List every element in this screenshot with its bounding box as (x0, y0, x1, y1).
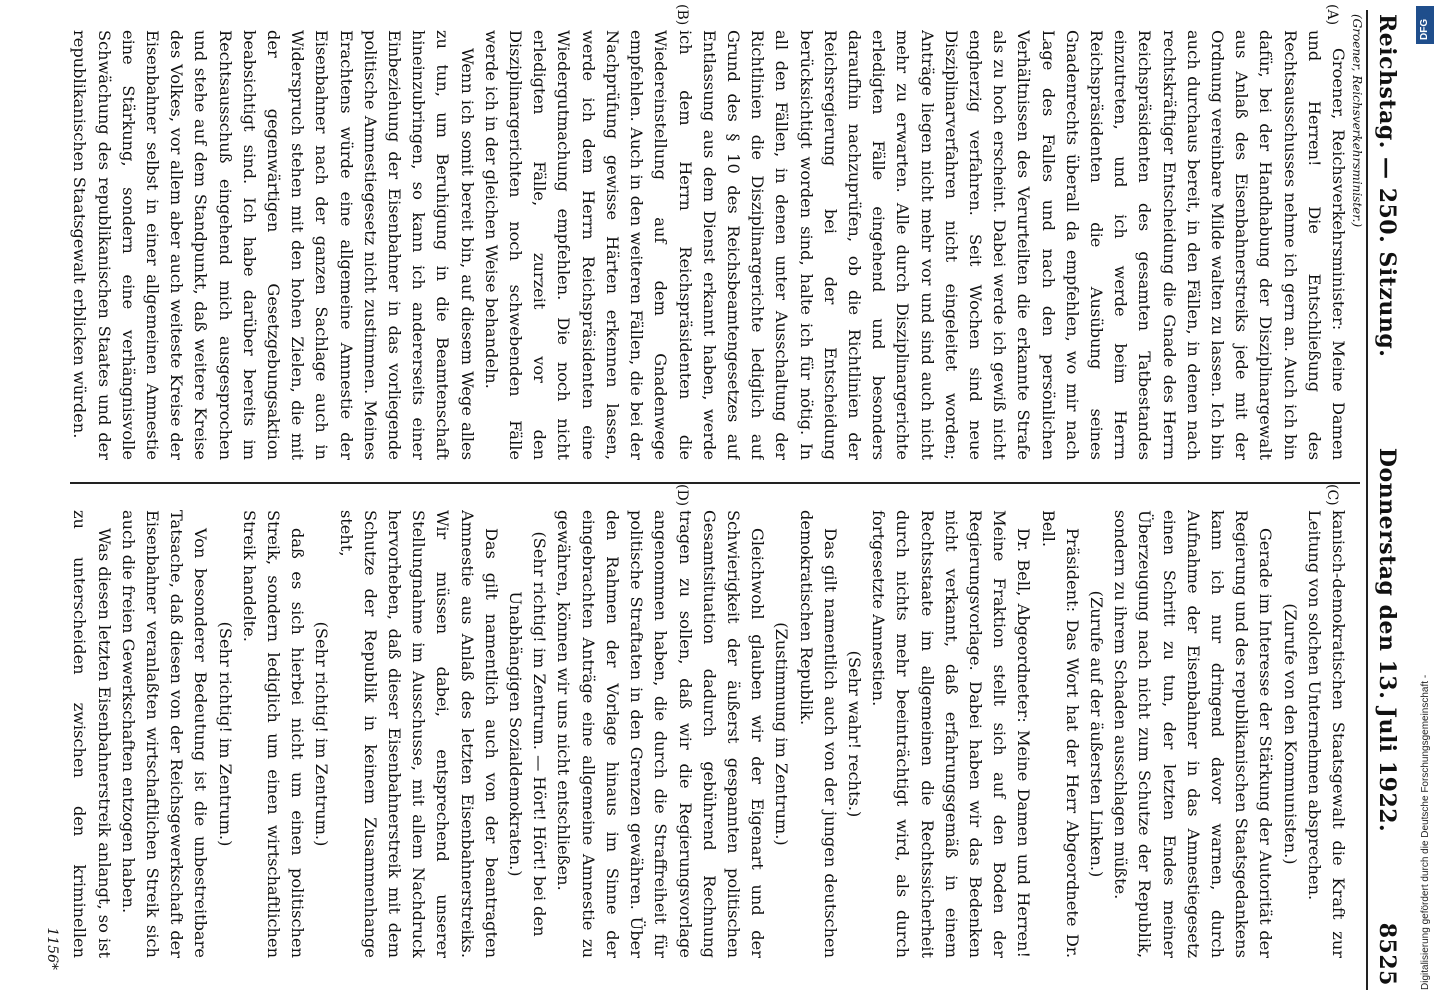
paragraph: Von besonderer Bedeutung ist die unbestreitbare Tatsache, daß diesen von der Reichsgewerkschaft der Eisenbahner veranlaßten wirtschaftlichen Streik sich auch die freien Gewerkschaften entzogen haben. (118, 510, 211, 958)
paragraph: daß es sich hierbei nicht um einen politischen Streik, sondern lediglich um einen wirtschaftlichen Streik handelte. (239, 510, 308, 958)
paragraph: Das gilt namentlich auch von der beantragten Amnestie aus Anlaß des letzten Eisenbahnerstreiks. Wir müssen dabei, entsprechend unserer Stellungnahme im Ausschusse, mit allem Nachdruck hervorheben, daß dieser Eisenbahnerstreik mit dem Schutze der Republik in keinem Zusammenhange steht, (336, 510, 501, 958)
interjection: (Sehr richtig! im Zentrum. — Hört! Hört! bei den Unabhängigen Sozialdemokraten.) (506, 531, 550, 937)
paragraph: Dr. Bell, Abgeordneter: Meine Damen und Herren! Meine Fraktion stellt sich auf den Boden der Regierungsvorlage. Dabei haben wir das Bedenken nicht verkannt, daß erfahrungsgemäß in einem Rechtsstaate im allgemeinen die Rechtssicherheit durch nichts mehr beeinträchtigt wird, als durch fortgesetzte Amnestien. (869, 510, 1034, 958)
paragraph: Gerade im Interesse der Stärkung der Autorität der Regierung und des republikanischen Staatsgedankens kann ich nur dringend davor warnen, durch Aufnahme der Eisenbahner in das Amnestiegesetz einen Schritt zu tun, der letzten Endes meiner Überzeugung nach nicht zum Schutze der Republik, sondern zu ihrem Schaden ausschlagen müßte. (1111, 510, 1276, 958)
interjection: (Sehr wahr! rechts.) (844, 650, 864, 818)
paragraph: Gleichwohl glauben wir der Eigenart und der Schwierigkeit der äußerst gespannten politischen Gesamtsituation dadurch gebührend Rechnung tragen zu sollen, daß wir die Regierungsvorlage angenommen haben, die durch die Straffreiheit für politische Straftaten in den Grenzen gewähren. Über den Rahmen der Vorlage hinaus im Sinne der eingebrachten Anträge eine allgemeine Amnestie zu gewähren, können wir uns nicht entschließen. (554, 510, 768, 958)
margin-mark-d: (D) (674, 484, 690, 507)
right-column (64, 510, 1350, 958)
page-number: 8525 (1374, 922, 1400, 986)
interjection: (Zustimmung im Zentrum.) (772, 622, 792, 846)
newspaper-page (40, 0, 1410, 1000)
header-rule (1366, 10, 1368, 990)
digitization-credit: Digitalisierung gefördert durch die Deutsche Forschungsgemeinschaft - (1420, 674, 1431, 990)
header-center: Donnerstag den 13. Juli 1922. (1374, 447, 1400, 833)
paragraph: Wenn ich somit bereit bin, auf diesem Wege alles zu tun, um Beruhigung in die Beamtenschaft hineinzubringen, so kann ich andererseits einer Einbeziehung der Eisenbahner in das vorliegende politische Amnestiegesetz nicht zustimmen. Meines Erachtens würde eine allgemeine Amnestie der Eisenbahner nach der ganzen Sachlage auch in Widerspruch stehen mit den hohen Zielen, die mit der gegenwärtigen Gesetzgebungsaktion beabsichtigt sind. Ich habe darüber bereits im Rechtsausschuß eingehend mich ausgesprochen und stehe auf dem Standpunkt, daß weitere Kreise des Volkes, vor allem aber auch weiteste Kreise der Eisenbahner selbst in einer allgemeinen Amnestie eine Stärkung, sondern eine verhängnisvolle Schwächung des republikanischen Staates und der republikanischen Staatsgewalt erblicken würden. (70, 30, 477, 460)
page-header (1370, 14, 1404, 986)
left-column (64, 30, 1350, 460)
interjection: (Sehr richtig! im Zentrum.) (215, 621, 235, 847)
interjection: (Zurufe von den Kommunisten.) (1280, 603, 1300, 865)
interjection: (Zurufe auf der äußersten Linken.) (1086, 590, 1106, 878)
dfg-logo-text: DFG (1419, 18, 1430, 40)
margin-mark-a: (A) (1324, 4, 1340, 26)
margin-mark-b: (B) (674, 4, 690, 26)
paragraph: Was diesen letzten Eisenbahnerstreik anlangt, so ist zu unterscheiden zwischen den kriminellen (70, 510, 114, 958)
margin-mark-c: (C) (1324, 484, 1340, 506)
paragraph: Das gilt namentlich auch von der jungen deutschen demokratischen Republik. (796, 510, 840, 958)
paragraph: kanisch-demokratischen Staatsgewalt die Kraft zur Leitung von solchen Unternehmen absprechen. (1304, 510, 1348, 958)
page-footer: 1156* (44, 927, 60, 970)
paragraph: Präsident: Das Wort hat der Herr Abgeordnete Dr. Bell. (1038, 510, 1082, 958)
interjection: (Sehr richtig! im Zentrum.) (312, 621, 332, 847)
header-left: Reichstag. — 250. Sitzung. (1374, 14, 1400, 358)
digitization-credit-bar (1418, 0, 1434, 1000)
running-head: (Groener, Reichsverkehrsminister.) (1350, 14, 1364, 228)
column-divider (70, 482, 1360, 484)
paragraph: Groener, Reichsverkehrsminister: Meine Damen und Herren! Die Entschließung des Rechtsausschusses nehme ich gern an. Auch ich bin dafür, bei der Handhabung der Disziplinargewalt aus Anlaß des Eisenbahnerstreiks jede mit der Ordnung vereinbare Milde walten zu lassen. Ich bin auch durchaus bereit, in den Fällen, in denen nach rechtskräftiger Entscheidung die Gnade des Herrn Reichspräsidenten des gesamten Tatbestandes einzutreten, und ich werde beim Herrn Reichspräsidenten die Ausübung seines Gnadenrechts überall da empfehlen, wo mir nach Lage des Falles und nach den persönlichen Verhältnissen des Verurteilten die erkannte Strafe als zu hoch erscheint. Dabei werde ich gewiß nicht engherzig verfahren. Seit Wochen sind neue Disziplinarverfahren nicht eingeleitet worden; Anträge liegen nicht mehr vor und sind auch nicht mehr zu erwarten. Alle durch Disziplinargerichte erledigten Fälle eingehend und besonders daraufhin nachzuprüfen, ob die Richtlinien der Reichsregierung bei der Entscheidung berücksichtigt worden sind, halte ich für nötig. In all den Fällen, in denen unter Ausschaltung der Richtlinien die Disziplinargerichte lediglich auf Grund des § 10 des Reichsbeamtengesetzes auf Entlassung aus dem Dienst erkannt haben, werde ich dem Herrn Reichspräsidenten die Wiedereinstellung auf dem Gnadenwege empfehlen. Auch in den weiteren Fällen, die bei der Nachprüfung gewisse Härten erkennen lassen, werde ich dem Herrn Reichspräsidenten eine Wiedergutmachung empfehlen. Die noch nicht erledigten Fälle, zurzeit vor den Disziplinargerichten noch schwebenden Fälle werde ich in der gleichen Weise behandeln. (481, 30, 1348, 460)
